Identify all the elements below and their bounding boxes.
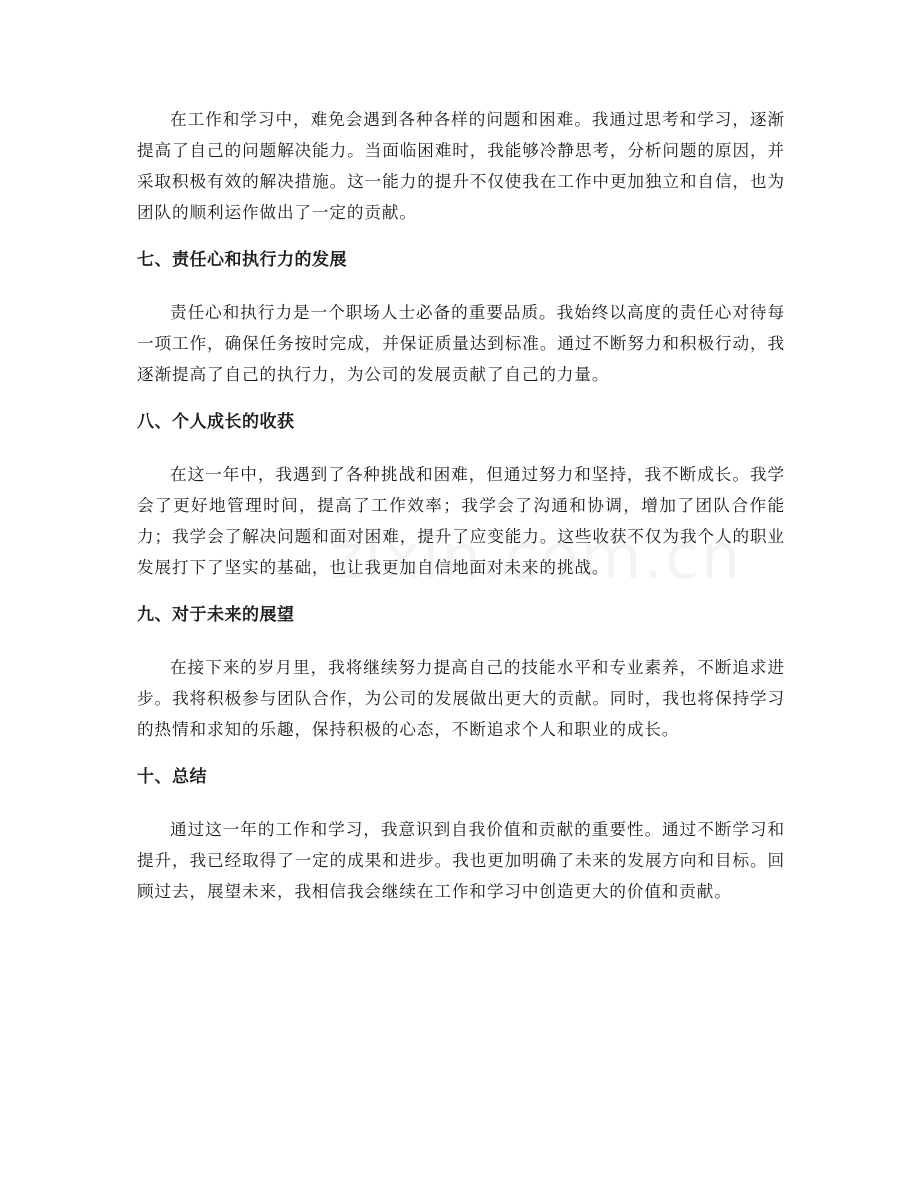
section-paragraph-10: 通过这一年的工作和学习，我意识到自我价值和贡献的重要性。通过不断学习和提升，我已经取得了一定的成果和进步。我也更加明确了未来的发展方向和目标。回顾过去，展望未来，我相信我会继续在工作和学习中创造更大的价值和贡献。 bbox=[137, 820, 785, 901]
document-body bbox=[137, 104, 785, 907]
section-paragraph-8: 在这一年中，我遇到了各种挑战和困难，但通过努力和坚持，我不断成长。我学会了更好地管理时间，提高了工作效率；我学会了沟通和协调，增加了团队合作能力；我学会了解决问题和面对困难，提升了应变能力。这些收获不仅为我个人的职业发展打下了坚实的基础，也让我更加自信地面对未来的挑战。 bbox=[137, 465, 785, 577]
section-paragraph-9: 在接下来的岁月里，我将继续努力提高自己的技能水平和专业素养，不断追求进步。我将积极参与团队合作，为公司的发展做出更大的贡献。同时，我也将保持学习的热情和求知的乐趣，保持积极的心态，不断追求个人和职业的成长。 bbox=[137, 658, 785, 739]
section-heading-10: 十、总结 bbox=[137, 767, 207, 787]
section-heading-7: 七、责任心和执行力的发展 bbox=[137, 250, 347, 270]
intro-paragraph: 在工作和学习中，难免会遇到各种各样的问题和困难。我通过思考和学习，逐渐提高了自己的问题解决能力。当面临困难时，我能够冷静思考，分析问题的原因，并采取积极有效的解决措施。这一能力的提升不仅使我在工作中更加独立和自信，也为团队的顺利运作做出了一定的贡献。 bbox=[137, 110, 785, 222]
section-heading-8: 八、个人成长的收获 bbox=[137, 412, 295, 432]
section-heading-9: 九、对于未来的展望 bbox=[137, 605, 295, 625]
section-paragraph-7: 责任心和执行力是一个职场人士必备的重要品质。我始终以高度的责任心对待每一项工作，确保任务按时完成，并保证质量达到标准。通过不断努力和积极行动，我逐渐提高了自己的执行力，为公司的发展贡献了自己的力量。 bbox=[137, 303, 785, 384]
